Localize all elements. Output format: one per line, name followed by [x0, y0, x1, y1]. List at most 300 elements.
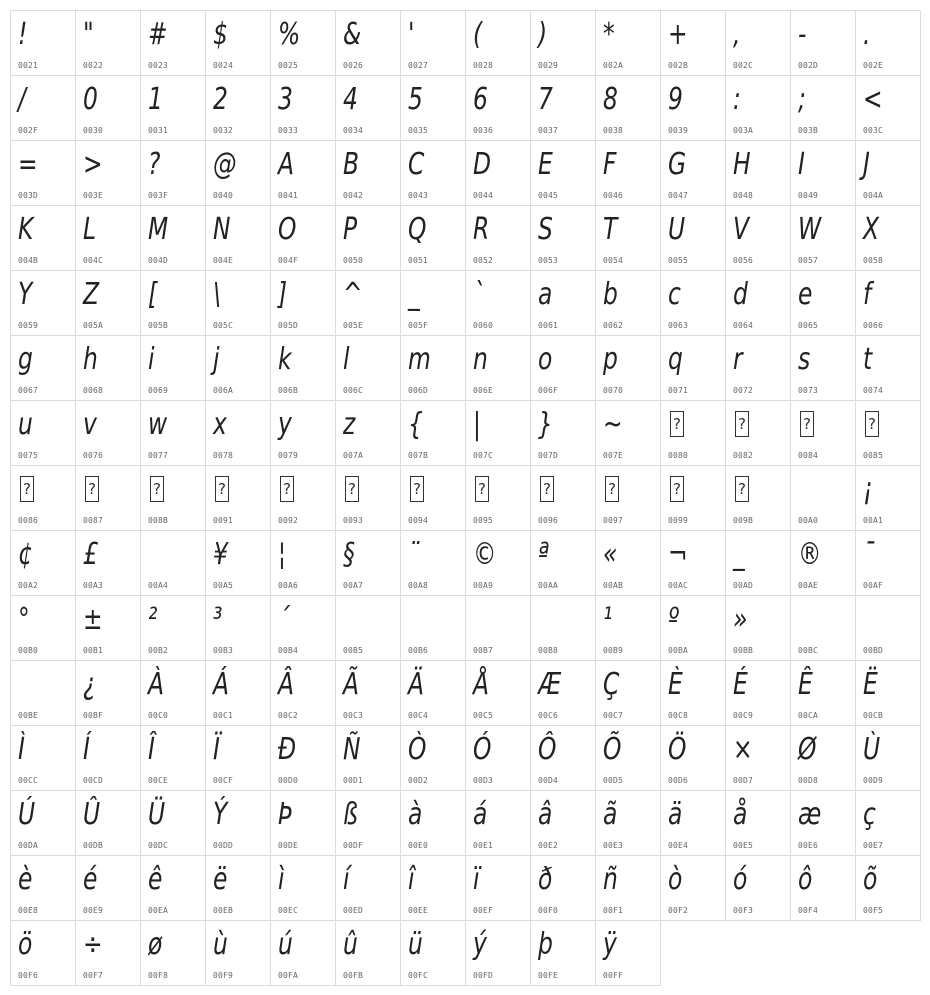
glyph-code-label: 00A7: [343, 581, 364, 590]
glyph-cell: [11, 921, 76, 986]
glyph-cell: [596, 401, 661, 466]
glyph-code-label: 004D: [148, 256, 169, 265]
glyph-cell: [11, 856, 76, 921]
glyph-cell: [856, 596, 921, 661]
glyph-code-label: 0073: [798, 386, 819, 395]
glyph-sample: 5: [408, 82, 423, 117]
missing-glyph-icon: ?: [540, 476, 554, 502]
glyph-cell: [401, 271, 466, 336]
glyph-code-label: 004A: [863, 191, 884, 200]
glyph-cell: [661, 791, 726, 856]
glyph-code-label: 00EB: [213, 906, 234, 915]
glyph-sample: W: [798, 212, 822, 247]
glyph-sample: U: [668, 212, 686, 247]
glyph-cell: [791, 596, 856, 661]
glyph-cell: [856, 206, 921, 271]
glyph-sample: ;: [798, 82, 806, 117]
glyph-code-label: 0092: [278, 516, 299, 525]
glyph-cell: [141, 531, 206, 596]
glyph-cell: [401, 336, 466, 401]
glyph-cell: [531, 921, 596, 986]
glyph-sample: Þ: [278, 797, 293, 832]
glyph-cell: [531, 791, 596, 856]
glyph-cell: [401, 206, 466, 271]
glyph-code-label: 00B6: [408, 646, 429, 655]
glyph-code-label: 0095: [473, 516, 494, 525]
glyph-cell: [661, 206, 726, 271]
glyph-code-label: 004C: [83, 256, 104, 265]
glyph-sample: æ: [798, 797, 822, 832]
glyph-code-label: 00BA: [668, 646, 689, 655]
glyph-code-label: 0053: [538, 256, 559, 265]
glyph-code-label: 00F8: [148, 971, 169, 980]
glyph-sample: e: [798, 277, 813, 312]
glyph-sample: û: [343, 927, 358, 962]
glyph-cell: [206, 856, 271, 921]
glyph-sample: Ë: [863, 667, 878, 702]
glyph-code-label: 00E1: [473, 841, 494, 850]
glyph-code-label: 00A4: [148, 581, 169, 590]
glyph-sample: L: [83, 212, 97, 247]
glyph-sample: #: [148, 17, 168, 52]
glyph-code-label: 00CA: [798, 711, 819, 720]
glyph-sample: Ç: [603, 667, 620, 702]
glyph-cell: [466, 661, 531, 726]
glyph-sample: @: [213, 147, 237, 182]
glyph-sample: ó: [733, 862, 748, 897]
missing-glyph-icon: ?: [800, 411, 814, 437]
glyph-sample: |: [473, 407, 481, 442]
glyph-code-label: 0075: [18, 451, 39, 460]
glyph-sample: ª: [538, 537, 550, 572]
glyph-code-label: 0066: [863, 321, 884, 330]
glyph-sample: ã: [603, 797, 618, 832]
glyph-code-label: 0076: [83, 451, 104, 460]
glyph-code-label: 0085: [863, 451, 884, 460]
glyph-code-label: 003B: [798, 126, 819, 135]
glyph-cell: [596, 336, 661, 401]
glyph-cell: [726, 401, 791, 466]
glyph-cell: [726, 596, 791, 661]
glyph-code-label: 00B5: [343, 646, 364, 655]
glyph-code-label: 0049: [798, 191, 819, 200]
glyph-sample: å: [733, 797, 748, 832]
glyph-sample: &: [343, 17, 362, 52]
glyph-code-label: 00AE: [798, 581, 819, 590]
glyph-sample: Ì: [18, 732, 25, 767]
missing-glyph-icon: ?: [410, 476, 424, 502]
glyph-cell: [11, 11, 76, 76]
glyph-cell: [596, 11, 661, 76]
glyph-code-label: 002F: [18, 126, 39, 135]
glyph-cell: [531, 726, 596, 791]
glyph-code-label: 006F: [538, 386, 559, 395]
glyph-cell: [271, 141, 336, 206]
glyph-sample: °: [18, 602, 30, 637]
glyph-code-label: 00DB: [83, 841, 104, 850]
glyph-code-label: 007A: [343, 451, 364, 460]
glyph-cell: [531, 856, 596, 921]
glyph-cell: [466, 401, 531, 466]
glyph-code-label: 0028: [473, 61, 494, 70]
glyph-sample: ,: [733, 17, 741, 52]
glyph-sample: í: [343, 862, 350, 897]
glyph-cell: [401, 11, 466, 76]
glyph-cell: [206, 791, 271, 856]
glyph-code-label: 00BB: [733, 646, 754, 655]
glyph-code-label: 00A5: [213, 581, 234, 590]
glyph-code-label: 00E4: [668, 841, 689, 850]
glyph-sample: I: [798, 147, 805, 182]
glyph-code-label: 0030: [83, 126, 104, 135]
glyph-code-label: 005C: [213, 321, 234, 330]
glyph-cell: [141, 921, 206, 986]
glyph-cell: [141, 791, 206, 856]
glyph-sample: è: [18, 862, 33, 897]
glyph-sample: 1: [148, 82, 163, 117]
glyph-cell: [206, 76, 271, 141]
glyph-sample: j: [213, 342, 220, 377]
glyph-cell: [271, 596, 336, 661]
glyph-code-label: 00D5: [603, 776, 624, 785]
glyph-cell: [856, 466, 921, 531]
glyph-sample: ?: [148, 147, 161, 182]
glyph-cell: [791, 401, 856, 466]
glyph-code-label: 00A3: [83, 581, 104, 590]
glyph-cell: [791, 336, 856, 401]
glyph-code-label: 00ED: [343, 906, 364, 915]
glyph-code-label: 00E0: [408, 841, 429, 850]
glyph-code-label: 0054: [603, 256, 624, 265]
glyph-cell: [141, 141, 206, 206]
glyph-cell: [11, 271, 76, 336]
glyph-sample: »: [733, 602, 748, 637]
glyph-cell: [661, 271, 726, 336]
glyph-sample: ): [538, 17, 548, 52]
glyph-code-label: 0031: [148, 126, 169, 135]
glyph-sample: ]: [278, 277, 288, 312]
glyph-code-label: 00A2: [18, 581, 39, 590]
glyph-sample: Ù: [863, 732, 881, 767]
glyph-cell: [271, 661, 336, 726]
glyph-code-label: 0082: [733, 451, 754, 460]
glyph-cell: [401, 76, 466, 141]
glyph-cell: [271, 726, 336, 791]
glyph-code-label: 003C: [863, 126, 884, 135]
glyph-code-label: 00B3: [213, 646, 234, 655]
glyph-code-label: 007B: [408, 451, 429, 460]
glyph-sample: ê: [148, 862, 163, 897]
glyph-cell: [531, 336, 596, 401]
glyph-sample: ¬: [668, 537, 688, 572]
glyph-sample: }: [538, 407, 553, 442]
glyph-cell: [11, 76, 76, 141]
glyph-cell: [661, 661, 726, 726]
glyph-code-label: 00B0: [18, 646, 39, 655]
missing-glyph-icon: ?: [670, 411, 684, 437]
glyph-sample: ß: [343, 797, 358, 832]
glyph-sample: 6: [473, 82, 488, 117]
glyph-code-label: 00D4: [538, 776, 559, 785]
glyph-code-label: 00D6: [668, 776, 689, 785]
glyph-sample: V: [733, 212, 750, 247]
glyph-sample: à: [408, 797, 423, 832]
glyph-code-label: 00B8: [538, 646, 559, 655]
glyph-code-label: 008B: [148, 516, 169, 525]
glyph-cell: [76, 531, 141, 596]
glyph-cell: [466, 206, 531, 271]
glyph-cell: [791, 141, 856, 206]
glyph-code-label: 0027: [408, 61, 429, 70]
glyph-sample: ¿: [83, 667, 96, 702]
glyph-code-label: 00FC: [408, 971, 429, 980]
glyph-sample: ³: [213, 602, 223, 637]
missing-glyph-icon: ?: [605, 476, 619, 502]
glyph-sample: a: [538, 277, 553, 312]
glyph-cell: [76, 661, 141, 726]
glyph-cell: [271, 336, 336, 401]
glyph-sample: c: [668, 277, 681, 312]
glyph-code-label: 00F1: [603, 906, 624, 915]
glyph-cell: [401, 466, 466, 531]
glyph-sample: Ü: [148, 797, 166, 832]
glyph-sample: ñ: [603, 862, 618, 897]
glyph-code-label: 002D: [798, 61, 819, 70]
glyph-cell: [141, 11, 206, 76]
glyph-cell: [336, 661, 401, 726]
glyph-sample: Ã: [343, 667, 360, 702]
glyph-cell: [726, 531, 791, 596]
glyph-sample: 8: [603, 82, 618, 117]
glyph-cell: [336, 531, 401, 596]
glyph-sample: n: [473, 342, 488, 377]
glyph-cell: [336, 141, 401, 206]
glyph-code-label: 00CF: [213, 776, 234, 785]
glyph-cell: [76, 11, 141, 76]
glyph-cell: [726, 336, 791, 401]
glyph-cell: [596, 791, 661, 856]
glyph-sample: Ñ: [343, 732, 361, 767]
glyph-code-label: 00D9: [863, 776, 884, 785]
glyph-cell: [726, 466, 791, 531]
glyph-code-label: 007C: [473, 451, 494, 460]
glyph-sample: h: [83, 342, 98, 377]
glyph-sample: _: [733, 537, 745, 572]
glyph-code-label: 0056: [733, 256, 754, 265]
glyph-code-label: 0060: [473, 321, 494, 330]
glyph-cell: [401, 661, 466, 726]
glyph-code-label: 00F7: [83, 971, 104, 980]
glyph-cell: [596, 726, 661, 791]
glyph-cell: [11, 531, 76, 596]
glyph-cell: [531, 76, 596, 141]
glyph-code-label: 0091: [213, 516, 234, 525]
glyph-cell: [336, 401, 401, 466]
glyph-code-label: 0068: [83, 386, 104, 395]
glyph-cell: [791, 466, 856, 531]
glyph-sample: !: [18, 17, 28, 52]
glyph-cell: [401, 856, 466, 921]
glyph-code-label: 0078: [213, 451, 234, 460]
glyph-cell: [336, 206, 401, 271]
glyph-sample: ²: [148, 602, 158, 637]
glyph-cell: [661, 726, 726, 791]
glyph-sample: ö: [18, 927, 33, 962]
glyph-cell: [791, 271, 856, 336]
glyph-code-label: 0069: [148, 386, 169, 395]
glyph-sample: u: [18, 407, 33, 442]
glyph-cell: [336, 726, 401, 791]
glyph-sample: [: [148, 277, 158, 312]
missing-glyph-icon: ?: [85, 476, 99, 502]
glyph-code-label: 00D0: [278, 776, 299, 785]
glyph-code-label: 0072: [733, 386, 754, 395]
glyph-code-label: 00F5: [863, 906, 884, 915]
glyph-code-label: 00A9: [473, 581, 494, 590]
glyph-sample: ý: [473, 927, 487, 962]
glyph-code-label: 00AA: [538, 581, 559, 590]
glyph-code-label: 00B4: [278, 646, 299, 655]
glyph-cell: [206, 921, 271, 986]
glyph-cell: [856, 401, 921, 466]
glyph-sample: ¯: [863, 537, 875, 572]
glyph-cell: [596, 856, 661, 921]
glyph-cell: [466, 336, 531, 401]
glyph-sample: ®: [798, 537, 822, 572]
glyph-cell: [11, 206, 76, 271]
glyph-sample: À: [148, 667, 165, 702]
glyph-cell: [141, 336, 206, 401]
glyph-sample: ¹: [603, 602, 613, 637]
glyph-cell: [76, 271, 141, 336]
glyph-code-label: 00A6: [278, 581, 299, 590]
glyph-code-label: 00FA: [278, 971, 299, 980]
glyph-code-label: 005D: [278, 321, 299, 330]
glyph-cell: [401, 531, 466, 596]
glyph-cell: [336, 76, 401, 141]
glyph-cell: [336, 336, 401, 401]
glyph-code-label: 00F6: [18, 971, 39, 980]
missing-glyph-icon: ?: [215, 476, 229, 502]
glyph-sample: <: [863, 82, 883, 117]
glyph-code-label: 00AB: [603, 581, 624, 590]
glyph-code-label: 00FB: [343, 971, 364, 980]
glyph-code-label: 00F3: [733, 906, 754, 915]
glyph-cell: [11, 336, 76, 401]
glyph-code-label: 00BF: [83, 711, 104, 720]
glyph-code-label: 00C0: [148, 711, 169, 720]
glyph-sample: p: [603, 342, 618, 377]
glyph-code-label: 00FF: [603, 971, 624, 980]
glyph-sample: 2: [213, 82, 228, 117]
glyph-cell: [271, 271, 336, 336]
missing-glyph-icon: ?: [20, 476, 34, 502]
glyph-code-label: 00CC: [18, 776, 39, 785]
glyph-cell: [791, 206, 856, 271]
glyph-sample: S: [538, 212, 553, 247]
glyph-cell: [661, 11, 726, 76]
missing-glyph-icon: ?: [475, 476, 489, 502]
glyph-sample: Æ: [538, 667, 561, 702]
glyph-cell: [141, 271, 206, 336]
glyph-cell: [531, 206, 596, 271]
glyph-cell: [336, 271, 401, 336]
glyph-sample: D: [473, 147, 492, 182]
glyph-code-label: 0033: [278, 126, 299, 135]
glyph-sample: £: [83, 537, 98, 572]
glyph-cell: [596, 76, 661, 141]
glyph-code-label: 007E: [603, 451, 624, 460]
glyph-code-label: 003D: [18, 191, 39, 200]
glyph-code-label: 00F9: [213, 971, 234, 980]
glyph-cell: [76, 76, 141, 141]
glyph-code-label: 00EE: [408, 906, 429, 915]
glyph-code-label: 00AF: [863, 581, 884, 590]
glyph-code-label: 00F0: [538, 906, 559, 915]
glyph-cell: [206, 466, 271, 531]
glyph-cell: [141, 596, 206, 661]
glyph-cell: [141, 661, 206, 726]
glyph-sample: õ: [863, 862, 878, 897]
glyph-cell: [726, 206, 791, 271]
glyph-sample: `: [473, 277, 485, 312]
glyph-grid: [10, 10, 920, 986]
glyph-cell: [531, 141, 596, 206]
glyph-code-label: 005E: [343, 321, 364, 330]
glyph-cell: [271, 791, 336, 856]
glyph-code-label: 006B: [278, 386, 299, 395]
glyph-code-label: 00D2: [408, 776, 429, 785]
glyph-code-label: 00E7: [863, 841, 884, 850]
glyph-sample: B: [343, 147, 360, 182]
glyph-cell: [466, 596, 531, 661]
glyph-code-label: 00C9: [733, 711, 754, 720]
glyph-cell: [466, 531, 531, 596]
glyph-code-label: 003A: [733, 126, 754, 135]
glyph-sample: Í: [83, 732, 90, 767]
glyph-cell: [401, 921, 466, 986]
glyph-sample: ×: [733, 732, 753, 767]
glyph-sample: m: [408, 342, 431, 377]
glyph-sample: O: [278, 212, 297, 247]
glyph-code-label: 003E: [83, 191, 104, 200]
missing-glyph-icon: ?: [735, 411, 749, 437]
glyph-cell: [466, 141, 531, 206]
glyph-cell: [531, 531, 596, 596]
glyph-cell: [466, 856, 531, 921]
glyph-sample: _: [408, 277, 420, 312]
glyph-sample: {: [408, 407, 423, 442]
glyph-sample: l: [343, 342, 350, 377]
glyph-code-label: 005F: [408, 321, 429, 330]
glyph-cell: [661, 596, 726, 661]
glyph-code-label: 0044: [473, 191, 494, 200]
missing-glyph-icon: ?: [345, 476, 359, 502]
glyph-cell: [76, 401, 141, 466]
glyph-sample: X: [863, 212, 880, 247]
glyph-code-label: 00C5: [473, 711, 494, 720]
glyph-sample: é: [83, 862, 98, 897]
glyph-code-label: 0061: [538, 321, 559, 330]
glyph-cell: [271, 921, 336, 986]
glyph-cell: [661, 141, 726, 206]
glyph-cell: [141, 76, 206, 141]
glyph-sample: Z: [83, 277, 100, 312]
glyph-cell: [726, 11, 791, 76]
glyph-sample: ´: [278, 602, 290, 637]
glyph-cell: [11, 466, 76, 531]
glyph-cell: [596, 531, 661, 596]
